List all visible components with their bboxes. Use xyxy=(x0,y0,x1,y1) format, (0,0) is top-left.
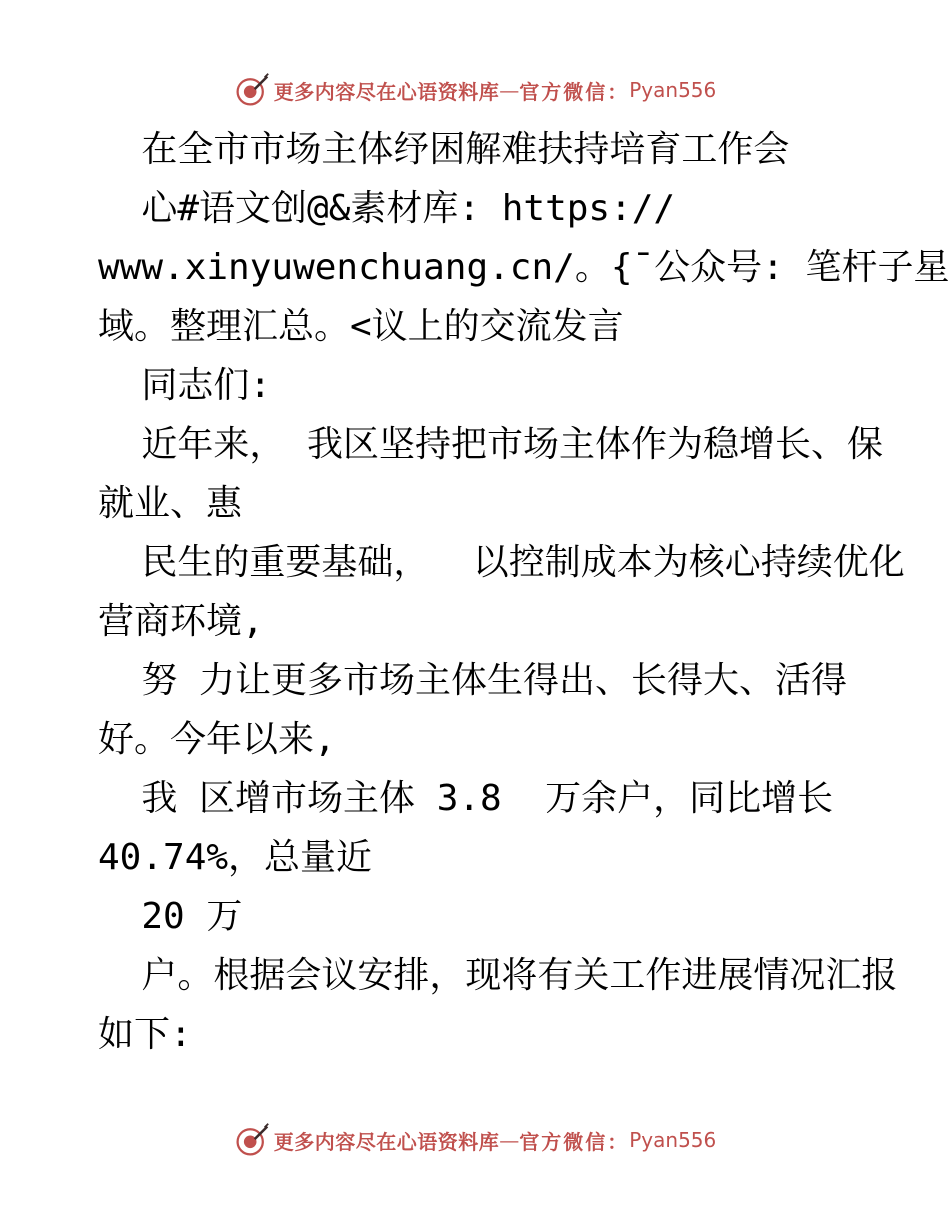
quill-logo-icon xyxy=(234,1122,270,1158)
quill-logo-icon xyxy=(234,72,270,108)
text-line: 户。根据会议安排，现将有关工作进展情况汇报 xyxy=(98,955,898,996)
footer-watermark xyxy=(0,1120,950,1160)
header-wechat-id: Pyan556 xyxy=(629,78,717,102)
footer-wechat-id: Pyan556 xyxy=(629,1128,717,1152)
header-separator: — xyxy=(499,78,520,102)
footer-separator: — xyxy=(499,1128,520,1152)
header-wechat-label: 官方微信： xyxy=(519,79,630,104)
document-body xyxy=(98,120,950,1064)
text-line: 域。整理汇总。<议上的交流发言 xyxy=(98,306,624,347)
footer-wechat-label: 官方微信： xyxy=(519,1129,630,1154)
text-line: 20 万 xyxy=(98,896,243,937)
text-line: 就业、惠 xyxy=(98,483,243,524)
text-line: 民生的重要基础， 以控制成本为核心持续优化 xyxy=(98,542,905,583)
header-brand: 更多内容尽在心语资料库 xyxy=(273,79,500,104)
text-line: 营商环境, xyxy=(98,601,264,642)
text-line: www.xinyuwenchuang.cn/。{¯公众号: 笔杆子星 xyxy=(98,247,950,288)
text-line: 如下: xyxy=(98,1014,192,1055)
text-line: 心#语文创@&素材库: https:// xyxy=(98,188,676,229)
text-line: 我 区增市场主体 3.8 万余户，同比增长 xyxy=(98,778,834,819)
header-watermark xyxy=(0,70,950,110)
text-line: 好。今年以来, xyxy=(98,719,336,760)
text-line: 近年来， 我区坚持把市场主体作为稳增长、保 xyxy=(98,424,884,465)
text-line: 在全市市场主体纾困解难扶持培育工作会 xyxy=(98,129,790,170)
text-line: 努 力让更多市场主体生得出、长得大、活得 xyxy=(98,660,848,701)
text-line: 同志们: xyxy=(98,365,272,406)
text-line: 40.74%，总量近 xyxy=(98,837,373,878)
footer-brand: 更多内容尽在心语资料库 xyxy=(273,1129,500,1154)
